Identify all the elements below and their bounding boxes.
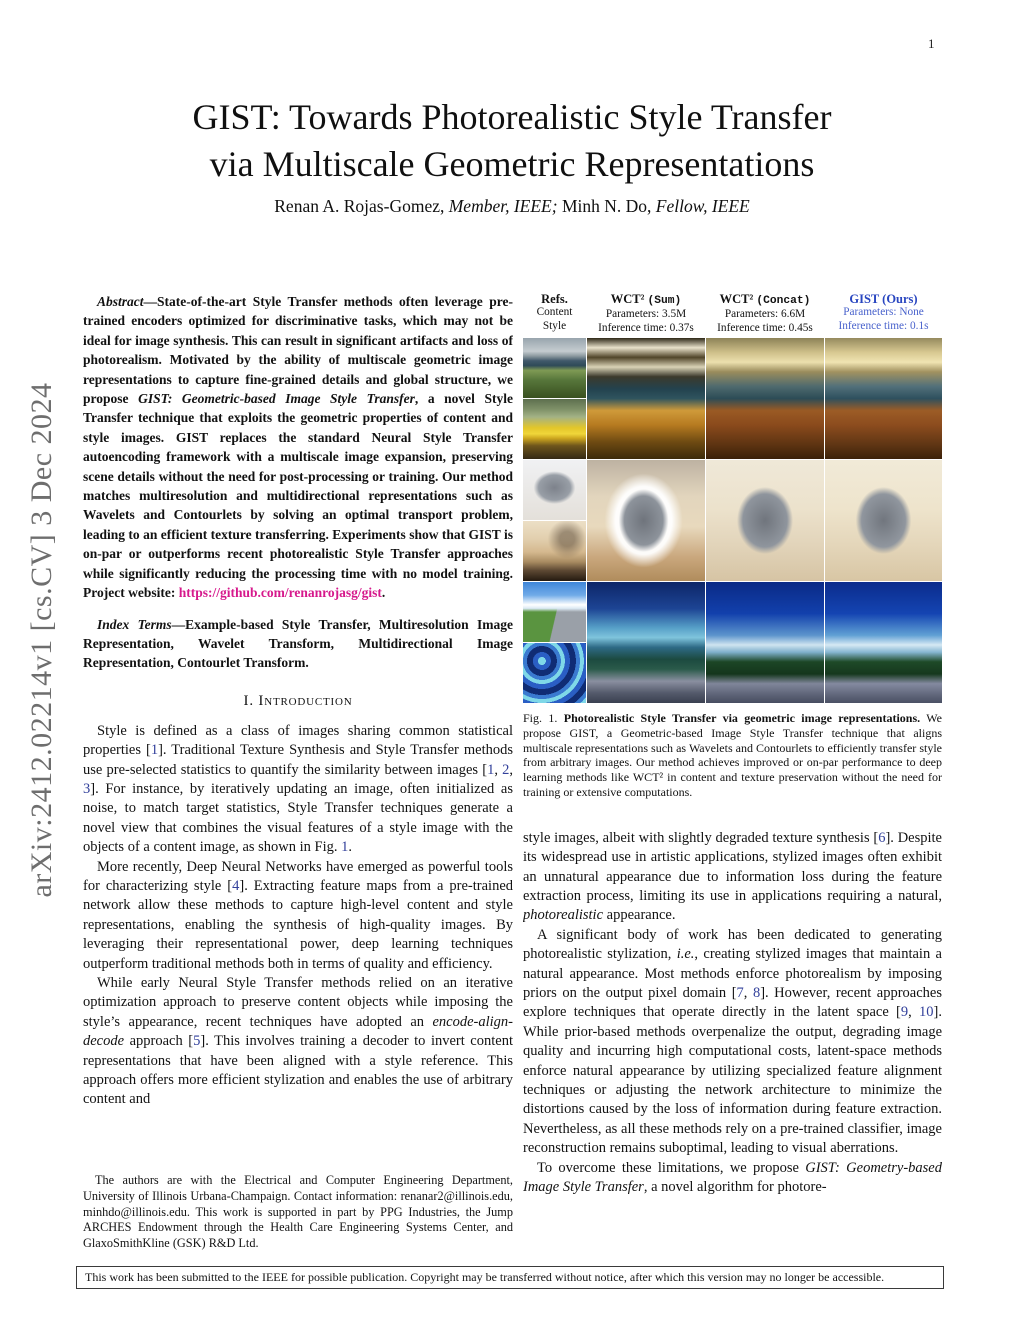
citation-8[interactable]: 8 (752, 985, 761, 1002)
author-line: Renan A. Rojas-Gomez, Member, IEEE; Minh N. Do, Fellow, IEEE (274, 196, 750, 216)
gist-ours-parameters: Parameters: None (843, 306, 924, 318)
paper-title (0, 94, 1024, 188)
citation-4[interactable]: 4 (232, 877, 240, 894)
figure-1 (523, 292, 942, 800)
right-column (523, 292, 942, 1260)
style-image-yellow-car (523, 399, 586, 459)
wct2-sum-parameters: Parameters: 3.5M (605, 308, 687, 320)
refs-style-label: Style (542, 319, 567, 332)
figure-1-caption: Fig. 1. Photorealistic Style Transfer via geometric image representations. We propose GIST, a Geometric-based Image Style Transfer technique that aligns multiscale representations such as Wavelets and Contourlets to efficiently transfer style from arbitrary images. Our method achieves improved or on-par performance to deep learning methods like WCT² in content and texture preservation without the need for training or extensive computations. (523, 711, 942, 799)
style-image-ink-landscape (523, 521, 586, 581)
wct2-sum-inference-time: Inference time: 0.37s (598, 321, 694, 334)
figure-1-link[interactable]: 1 (341, 839, 349, 856)
arxiv-sidebar-banner: arXiv:2412.02214v1 [cs.CV] 3 Dec 2024 (25, 382, 58, 898)
wct2-concat-parameters: Parameters: 6.6M (724, 308, 806, 320)
citation-1[interactable]: 1 (150, 742, 159, 759)
refs-header-label: Refs. (541, 292, 568, 306)
reference-stack-statue (523, 460, 586, 581)
citation-1[interactable]: 1 (487, 761, 495, 778)
paper-title-line1: GIST: Towards Photorealistic Style Transfer (192, 97, 832, 137)
result-image-wct2-concat-road (706, 582, 824, 703)
result-image-wct2-sum-statue (587, 460, 705, 581)
result-image-wct2-concat-statue (706, 460, 824, 581)
figure-header-wct2-concat (706, 292, 824, 335)
gist-ours-label: GIST (Ours) (849, 292, 918, 306)
figure-row-statue (523, 460, 942, 581)
reference-stack-road (523, 582, 586, 703)
result-image-gist-landscape (825, 338, 942, 459)
section-heading-introduction: I. Introduction (243, 692, 353, 709)
intro-paragraph-2: More recently, Deep Neural Networks have emerged as powerful tools for characterizing style [4]. Extracting feature maps from a pre-trained network allow these methods to capture high-level content and style representations, enabling the synthesis of high-quality images. By leveraging their representational power, deep learning techniques outperform traditional methods both in terms of quality and efficiency. (83, 858, 513, 972)
intro-paragraph-1: Style is defined as a class of images sharing common statistical properties [1]. Traditional Texture Synthesis and Style Transfer methods use pre-selected statistics to quantify the similarity between images [1, 2, 3]. For instance, by iteratively updating an image, often initialized as noise, to match target statistics, Style Transfer techniques generate a novel view that combines the visual features of a style image with the objects of a content image, as shown in Fig. 1. (83, 722, 513, 856)
result-image-wct2-concat-landscape (706, 338, 824, 459)
intro-paragraph-3: While early Neural Style Transfer methods relied on an iterative optimization approach to preserve content objects while imposing the style’s appearance, recent techniques have adopted an encode-align-decode approach [5]. This involves training a decoder to invert content representations that have been aligned with a style reference. This approach offers more efficient stylization and enables the use of arbitrary content and (83, 975, 513, 1108)
left-column (83, 292, 513, 1168)
figure-header-wct2-sum (587, 292, 705, 335)
citation-10[interactable]: 10 (919, 1004, 934, 1021)
wct2-concat-label: WCT² (Concat) (719, 292, 811, 307)
style-image-blue-swirls (523, 643, 586, 703)
page-number: 1 (928, 36, 935, 51)
figure-row-landscape (523, 338, 942, 459)
result-image-wct2-sum-landscape (587, 338, 705, 459)
wct2-concat-inference-time: Inference time: 0.45s (717, 321, 813, 334)
content-image-statue (523, 460, 586, 520)
right-paragraph-1: style images, albeit with slightly degraded texture synthesis [6]. Despite its widespread use in artistic applications, stylized images often exhibit an unnatural appearance due to information loss during the feature extraction process, limiting its use in applications requiring a natural, photorealistic appearance. (523, 829, 942, 924)
citation-2[interactable]: 2 (502, 761, 510, 778)
content-image-road (523, 582, 586, 642)
result-image-gist-road (825, 582, 942, 703)
result-image-gist-statue (825, 460, 942, 581)
wct2-sum-label: WCT² (Sum) (610, 292, 682, 307)
content-image-mountain-hut (523, 338, 586, 398)
abstract-paragraph: Abstract—State-of-the-art Style Transfer methods often leverage pre-trained encoders optimized for discriminative tasks, which may not be ideal for image synthesis. This can result in significant artifacts and loss of photorealism. Motivated by the ability of multiscale geometric image representations to capture fine-grained details and global structure, we propose GIST: Geometric-based Image Style Transfer, a novel Style Transfer technique that exploits the geometric properties of content and style images. GIST replaces the standard Neural Style Transfer autoencoding framework with a multiscale image expansion, preserving scene details without the need for post-processing or training. Our method matches multiresolution and multidirectional representations such as Wavelets and Contourlets by solving an optimal transport problem, leading to an efficient texture transferring. Experiments show that GIST is on-par or outperforms recent photorealistic Style Transfer approaches while significantly reducing the processing time with no model training. Project website: https://github.com/renanrojasg/gist. (83, 294, 513, 601)
citation-7[interactable]: 7 (736, 985, 744, 1002)
result-image-wct2-sum-road (587, 582, 705, 703)
right-paragraph-3: To overcome these limitations, we propose GIST: Geometry-based Image Style Transfer, a novel algorithm for photore- (523, 1159, 942, 1196)
citation-6[interactable]: 6 (878, 829, 886, 846)
right-paragraph-2: A significant body of work has been dedicated to generating photorealistic stylization, i.e., creating stylized images that maintain a natural appearance. Most methods enforce photorealism by imposing priors on the output pixel domain [7, 8]. However, recent approaches explore techniques that operate directly in the latent space [9, 10]. While prior-based methods overpenalize the output, degrading image quality and incurring high computational costs, latent-space methods enforce natural appearance by utilizing specialized feature alignment techniques or adjusting the network architecture to minimize the distortions caused by the loss of information during feature extraction. Nevertheless, as all these methods rely on a pre-trained classifier, image reconstruction remains suboptimal, leading to visual aberrations. (523, 926, 942, 1157)
gist-ours-inference-time: Inference time: 0.1s (838, 319, 929, 332)
figure-row-road (523, 582, 942, 703)
index-terms-paragraph: Index Terms—Example-based Style Transfer, Multiresolution Image Representation, Wavelet Transform, Multidirectional Image Representation, Contourlet Transform. (83, 616, 513, 671)
figure-header-gist-ours (825, 292, 942, 335)
figure-header-refs (523, 292, 586, 335)
paper-title-line2: via Multiscale Geometric Representations (209, 144, 815, 184)
project-website-link[interactable]: https://github.com/renanrojasg/gist (178, 585, 382, 601)
refs-content-label: Content (536, 306, 573, 318)
citation-5[interactable]: 5 (193, 1033, 201, 1050)
submission-notice-box: This work has been submitted to the IEEE for possible publication. Copyright may be transferred without notice, after which this version may no longer be accessible. (76, 1266, 944, 1289)
citation-3[interactable]: 3 (83, 780, 91, 797)
author-footnote: The authors are with the Electrical and Computer Engineering Department, University of Illinois Urbana-Champaign. Contact information: renanar2@illinois.edu, minhdo@illinois.edu. This work is supported in part by PPG Industries, the Jump ARCHES Endowment through the Health Care Engineering Systems Center, and GlaxoSmithKline (GSK) R&D Ltd. (83, 1173, 513, 1251)
reference-stack-landscape (523, 338, 586, 459)
citation-9[interactable]: 9 (900, 1004, 909, 1021)
figure-column-headers (523, 292, 942, 335)
